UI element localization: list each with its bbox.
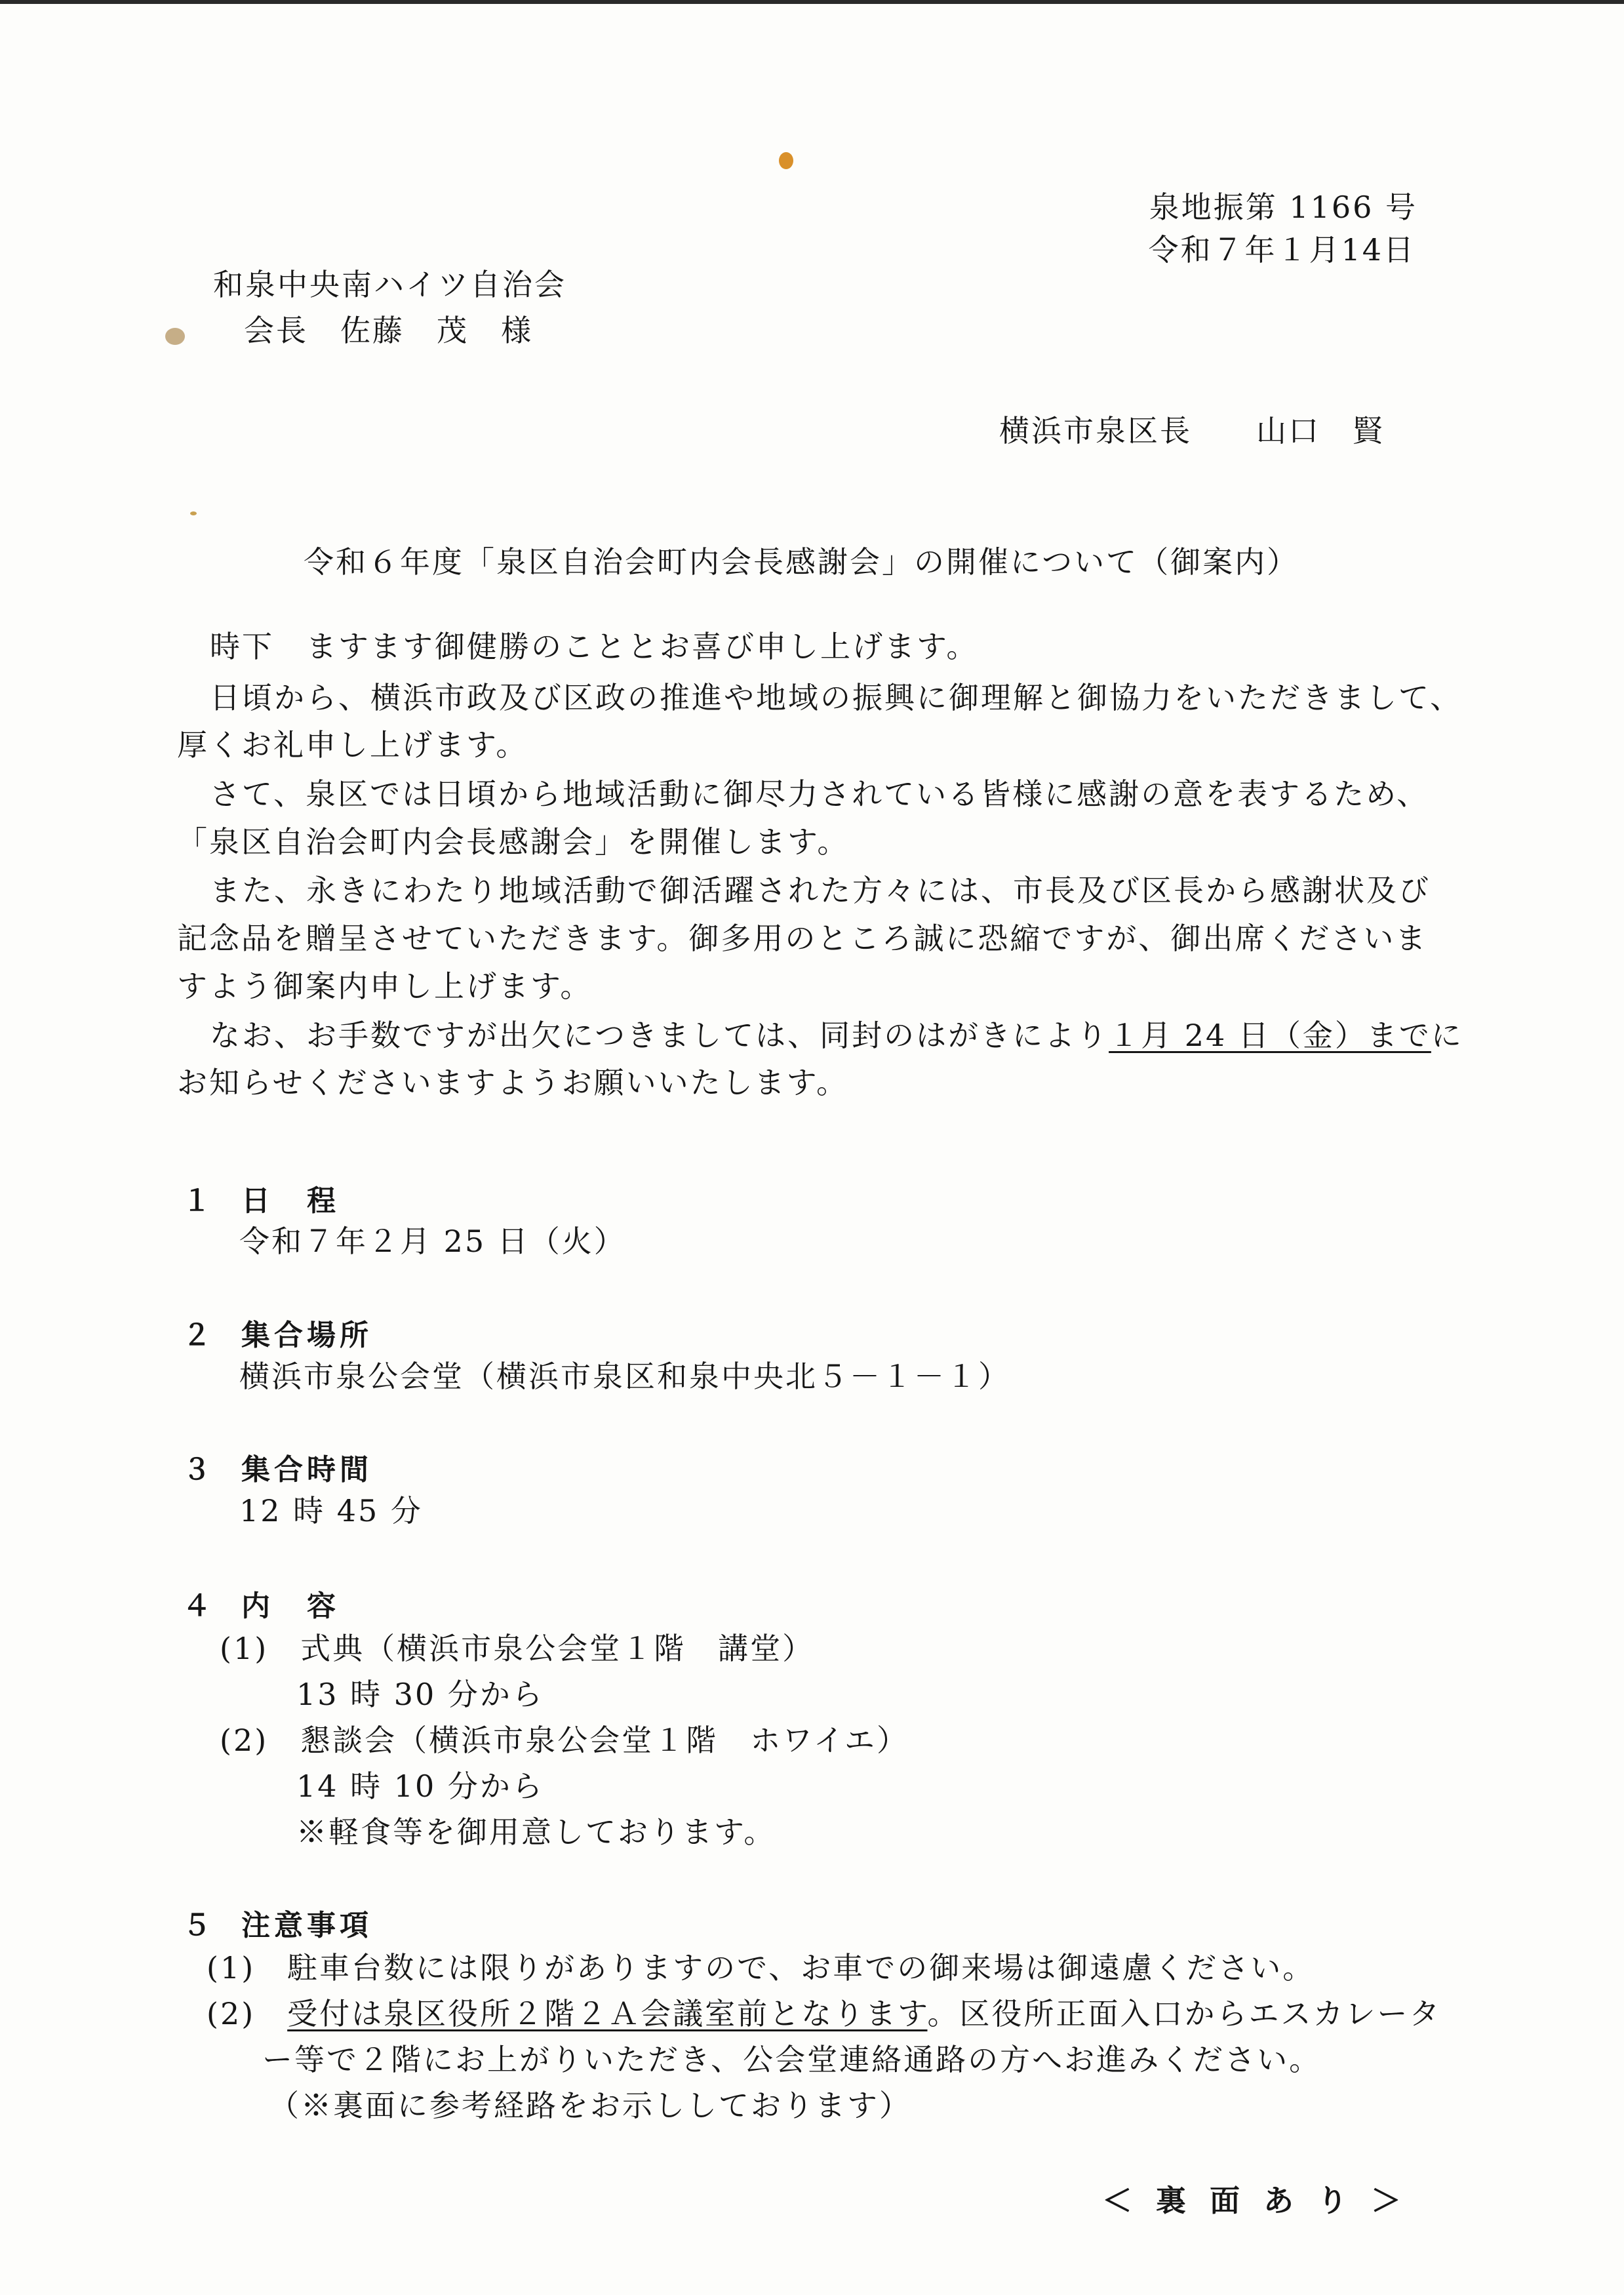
event-date: 令和７年２月 25 日（火） bbox=[239, 1224, 626, 1259]
section-number: ３ bbox=[182, 1453, 215, 1487]
section-4-heading bbox=[182, 1582, 340, 1624]
section-title: 集合時間 bbox=[241, 1453, 372, 1487]
meeting-place: 横浜市泉公会堂（横浜市泉区和泉中央北５－１－１） bbox=[239, 1359, 1010, 1394]
document-number: 泉地振第 1166 号 bbox=[1149, 190, 1417, 225]
body-paragraph-3-line-2: 「泉区自治会町内会長感謝会」を開催します。 bbox=[177, 824, 850, 860]
rsvp-text: なお、お手数ですが出欠につきましては、同封のはがきにより bbox=[210, 1018, 1109, 1053]
sender-name: 横浜市泉区長 山口 賢 bbox=[999, 413, 1385, 449]
program-item-1 bbox=[220, 1628, 814, 1669]
stain-mark bbox=[779, 152, 793, 169]
recipient-organization: 和泉中央南ハイツ自治会 bbox=[213, 267, 566, 302]
section-5-heading bbox=[182, 1902, 372, 1944]
section-title: 集合場所 bbox=[241, 1319, 372, 1352]
document-title: 令和６年度「泉区自治会町内会長感謝会」の開催について（御案内） bbox=[304, 544, 1299, 580]
reverse-side-note: ＜ 裏 面 あ り ＞ bbox=[1101, 2183, 1408, 2218]
item-text: 駐車台数には限りがありますので、お車での御来場は御遠慮ください。 bbox=[287, 1950, 1315, 1986]
section-number: ５ bbox=[182, 1909, 215, 1942]
notice-item-1 bbox=[207, 1947, 1315, 1988]
body-paragraph-2-line-2: 厚くお礼申し上げます。 bbox=[177, 727, 528, 763]
program-item-2-time: 14 時 10 分から bbox=[296, 1768, 544, 1804]
recipient-name: 会長 佐藤 茂 様 bbox=[244, 313, 533, 348]
rsvp-text-end: に bbox=[1431, 1018, 1463, 1053]
section-1-heading bbox=[182, 1177, 340, 1219]
body-paragraph-5-line-2: お知らせくださいますようお願いいたします。 bbox=[177, 1065, 848, 1100]
item-label: (1) bbox=[207, 1950, 256, 1986]
section-number: ４ bbox=[182, 1589, 215, 1623]
item-label: (2) bbox=[207, 1996, 256, 2031]
section-title: 日 程 bbox=[241, 1184, 340, 1218]
body-paragraph-1: 時下 ますます御健勝のこととお喜び申し上げます。 bbox=[210, 629, 979, 664]
program-item-2-note: ※軽食等を御用意しております。 bbox=[296, 1814, 776, 1850]
section-number: １ bbox=[182, 1184, 215, 1218]
notice-item-2-continued: ー等で２階にお上がりいただき、公会堂連絡通路の方へお進みください。 bbox=[262, 2042, 1322, 2077]
notice-item-2-reference: （※裏面に参考経路をお示ししております） bbox=[269, 2088, 911, 2123]
body-paragraph-3-line-1: さて、泉区では日頃から地域活動に御尽力されている皆様に感謝の意を表するため、 bbox=[210, 776, 1429, 812]
meeting-time: 12 時 45 分 bbox=[239, 1493, 423, 1528]
section-title: 内 容 bbox=[241, 1589, 340, 1623]
notice-item-2 bbox=[207, 1993, 1442, 2034]
section-3-heading bbox=[182, 1446, 372, 1488]
section-2-heading bbox=[182, 1311, 372, 1353]
rsvp-deadline: １月 24 日（金）まで bbox=[1109, 1018, 1431, 1053]
body-paragraph-5-line-1 bbox=[210, 1015, 1463, 1056]
reception-location: 受付は泉区役所２階２Ａ会議室前となります bbox=[287, 1996, 928, 2031]
program-item-1-time: 13 時 30 分から bbox=[296, 1677, 544, 1712]
program-item-2 bbox=[220, 1720, 909, 1761]
scan-top-edge bbox=[0, 0, 1624, 4]
body-paragraph-4-line-1: また、永きにわたり地域活動で御活躍された方々には、市長及び区長から感謝状及び bbox=[210, 873, 1431, 908]
section-number: ２ bbox=[182, 1319, 215, 1352]
section-title: 注意事項 bbox=[241, 1909, 372, 1942]
item-text: 。区役所正面入口からエスカレータ bbox=[927, 1996, 1442, 2031]
item-text: 式典（横浜市泉公会堂１階 講堂） bbox=[300, 1631, 815, 1666]
body-paragraph-4-line-3: すよう御案内申し上げます。 bbox=[177, 968, 593, 1004]
item-label: (2) bbox=[220, 1723, 269, 1758]
stain-mark bbox=[165, 328, 185, 345]
body-paragraph-4-line-2: 記念品を贈呈させていただきます。御多用のところ誠に恐縮ですが、御出席くださいま bbox=[177, 921, 1428, 956]
body-paragraph-2-line-1: 日頃から、横浜市政及び区政の推進や地域の振興に御理解と御協力をいただきまして、 bbox=[210, 680, 1463, 715]
document-date: 令和７年１月14日 bbox=[1148, 232, 1416, 268]
stain-mark bbox=[190, 511, 197, 515]
item-label: (1) bbox=[220, 1631, 269, 1666]
item-text: 懇談会（横浜市泉公会堂１階 ホワイエ） bbox=[300, 1723, 909, 1758]
